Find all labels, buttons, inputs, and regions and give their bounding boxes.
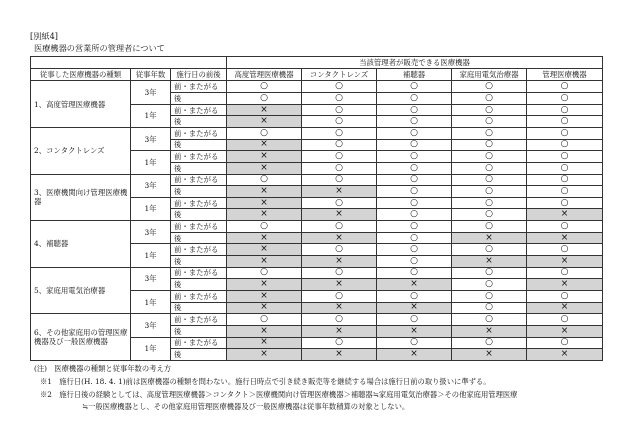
mark-cell: ○ [527,186,603,198]
mark-cell: × [377,349,452,361]
product-header: 家庭用電気治療器 [452,69,527,81]
mark-cell: ○ [452,209,527,221]
period-cell: 前・またがる [171,337,227,349]
mark-cell: ○ [527,337,603,349]
col-period-header: 施行日の前後 [171,69,227,81]
mark-cell: × [227,302,302,314]
mark-cell: ○ [377,337,452,349]
period-cell: 前・またがる [171,314,227,326]
group-header: 当該管理者が販売できる医療機器 [227,57,603,69]
mark-cell: ○ [527,151,603,163]
mark-cell: ○ [377,93,452,105]
period-cell: 後 [171,93,227,105]
mark-cell: × [302,325,377,337]
mark-cell: ○ [302,244,377,256]
period-cell: 後 [171,116,227,128]
mark-cell: ○ [452,93,527,105]
mark-cell: ○ [452,162,527,174]
period-cell: 前・またがる [171,127,227,139]
period-cell: 後 [171,139,227,151]
period-cell: 前・またがる [171,267,227,279]
mark-cell: ○ [452,244,527,256]
mark-cell: ○ [377,139,452,151]
mark-cell: ○ [452,314,527,326]
period-cell: 後 [171,186,227,198]
mark-cell: × [227,104,302,116]
header-blank [31,57,227,69]
years-cell: 3年 [131,221,171,244]
mark-cell: ○ [227,93,302,105]
table-row [31,127,603,139]
mark-cell: ○ [452,267,527,279]
period-cell: 後 [171,325,227,337]
category-cell: 2、コンタクトレンズ [31,127,131,174]
years-cell: 1年 [131,290,171,313]
mark-cell: ○ [302,197,377,209]
mark-cell: ○ [227,221,302,233]
mark-cell: × [227,325,302,337]
mark-cell: × [227,349,302,361]
years-cell: 1年 [131,244,171,267]
mark-cell: × [527,279,603,291]
category-cell: 1、高度管理医療機器 [31,81,131,128]
mark-cell: ○ [377,232,452,244]
mark-cell: × [227,290,302,302]
mark-cell: ○ [302,314,377,326]
table-row [31,81,603,93]
years-cell: 1年 [131,337,171,361]
category-cell: 3、医療機関向け管理医療機器 [31,174,131,221]
mark-cell: × [302,209,377,221]
mark-cell: ○ [452,81,527,93]
period-cell: 後 [171,162,227,174]
notes-heading: (注) 医療機器の種類と従事年数の考え方 [34,364,172,373]
col-years-header: 従事年数 [131,69,171,81]
mark-cell: × [227,116,302,128]
years-cell: 1年 [131,104,171,127]
mark-cell: × [302,279,377,291]
mark-cell: ○ [377,81,452,93]
mark-cell: ○ [302,93,377,105]
mark-cell: × [452,232,527,244]
note-2-line-1: ※2 施行日後の経験としては、高度管理医療機器＞コンタクト＞医療機関向け管理医療機器＞補聴器≒家庭用電気治療器＞その他家庭用管理医療 [40,390,518,399]
mark-cell: ○ [377,162,452,174]
mark-cell: ○ [302,174,377,186]
mark-cell: × [302,302,377,314]
table-row [31,314,603,326]
table-row [31,174,603,186]
mark-cell: ○ [452,290,527,302]
mark-cell: × [302,232,377,244]
mark-cell: × [227,151,302,163]
mark-cell: × [227,337,302,349]
years-cell: 3年 [131,127,171,150]
note-1: ※1 施行日(H. 18. 4. 1)前は医療機器の種類を問わない。施行日時点で引き続き販売等を継続する場合は施行日前の取り扱いに準ずる。 [40,377,491,386]
mark-cell: × [302,349,377,361]
manager-qualification-table [30,56,603,361]
mark-cell: ○ [527,221,603,233]
mark-cell: ○ [527,116,603,128]
product-header: コンタクトレンズ [302,69,377,81]
period-cell: 前・またがる [171,197,227,209]
mark-cell: ○ [377,290,452,302]
mark-cell: ○ [302,127,377,139]
mark-cell: ○ [302,290,377,302]
mark-cell: ○ [377,244,452,256]
page-title: 医療機器の営業所の管理者について [34,43,165,53]
mark-cell: × [452,349,527,361]
mark-cell: × [377,279,452,291]
mark-cell: ○ [377,151,452,163]
mark-cell: ○ [302,81,377,93]
period-cell: 前・またがる [171,290,227,302]
mark-cell: ○ [452,337,527,349]
mark-cell: ○ [302,162,377,174]
mark-cell: ○ [377,267,452,279]
product-header: 高度管理医療機器 [227,69,302,81]
mark-cell: × [527,349,603,361]
mark-cell: ○ [527,93,603,105]
mark-cell: × [527,232,603,244]
mark-cell: × [527,302,603,314]
mark-cell: ○ [452,279,527,291]
mark-cell: ○ [452,139,527,151]
mark-cell: ○ [227,314,302,326]
period-cell: 後 [171,256,227,268]
mark-cell: ○ [377,104,452,116]
mark-cell: ○ [527,162,603,174]
mark-cell: ○ [377,197,452,209]
mark-cell: × [527,209,603,221]
mark-cell: ○ [377,116,452,128]
mark-cell: ○ [302,151,377,163]
mark-cell: ○ [377,209,452,221]
mark-cell: ○ [302,267,377,279]
years-cell: 3年 [131,314,171,337]
mark-cell: × [302,186,377,198]
mark-cell: ○ [452,186,527,198]
category-cell: 4、補聴器 [31,221,131,268]
mark-cell: × [227,209,302,221]
mark-cell: × [227,256,302,268]
years-cell: 1年 [131,197,171,220]
mark-cell: × [527,325,603,337]
attachment-label: [別紙4] [30,31,58,41]
mark-cell: ○ [527,244,603,256]
mark-cell: ○ [302,337,377,349]
period-cell: 後 [171,302,227,314]
mark-cell: ○ [452,302,527,314]
period-cell: 前・またがる [171,221,227,233]
mark-cell: ○ [377,221,452,233]
mark-cell: ○ [527,314,603,326]
mark-cell: × [227,232,302,244]
category-cell: 5、家庭用電気治療器 [31,267,131,314]
mark-cell: ○ [452,116,527,128]
years-cell: 3年 [131,267,171,290]
table-row [31,267,603,279]
note-2-line-2: ≒一般医療機器とし、その他家庭用管理医療機器及び一般医療機器は従事年数積算の対象としない。 [82,402,410,411]
mark-cell: ○ [377,186,452,198]
mark-cell: × [227,162,302,174]
mark-cell: ○ [527,267,603,279]
mark-cell: ○ [452,151,527,163]
period-cell: 後 [171,349,227,361]
mark-cell: ○ [527,139,603,151]
mark-cell: × [377,302,452,314]
years-cell: 3年 [131,81,171,104]
mark-cell: ○ [527,174,603,186]
period-cell: 前・またがる [171,174,227,186]
period-cell: 前・またがる [171,244,227,256]
mark-cell: ○ [527,290,603,302]
period-cell: 前・またがる [171,151,227,163]
mark-cell: × [227,139,302,151]
period-cell: 後 [171,279,227,291]
mark-cell: × [227,197,302,209]
years-cell: 3年 [131,174,171,197]
mark-cell: × [377,325,452,337]
product-header: 管理医療機器 [527,69,603,81]
product-header: 補聴器 [377,69,452,81]
mark-cell: ○ [377,314,452,326]
mark-cell: ○ [302,116,377,128]
mark-cell: ○ [452,221,527,233]
mark-cell: × [452,256,527,268]
mark-cell: ○ [527,127,603,139]
mark-cell: × [227,244,302,256]
period-cell: 後 [171,232,227,244]
mark-cell: ○ [377,127,452,139]
mark-cell: ○ [452,197,527,209]
mark-cell: ○ [527,104,603,116]
mark-cell: ○ [527,197,603,209]
period-cell: 後 [171,209,227,221]
mark-cell: ○ [227,174,302,186]
mark-cell: ○ [302,221,377,233]
mark-cell: × [227,279,302,291]
mark-cell: ○ [527,81,603,93]
mark-cell: ○ [302,104,377,116]
mark-cell: × [527,256,603,268]
mark-cell: × [452,325,527,337]
period-cell: 前・またがる [171,81,227,93]
table-row [31,221,603,233]
mark-cell: ○ [302,139,377,151]
mark-cell: × [227,186,302,198]
category-cell: 6、その他家庭用の管理医療機器及び一般医療機器 [31,314,131,361]
mark-cell: ○ [452,104,527,116]
mark-cell: ○ [452,174,527,186]
mark-cell: ○ [377,174,452,186]
years-cell: 1年 [131,151,171,174]
mark-cell: ○ [452,127,527,139]
mark-cell: × [302,256,377,268]
mark-cell: ○ [227,127,302,139]
mark-cell: ○ [227,81,302,93]
mark-cell: ○ [377,256,452,268]
col-category-header: 従事した医療機器の種類 [31,69,131,81]
period-cell: 前・またがる [171,104,227,116]
mark-cell: ○ [227,267,302,279]
